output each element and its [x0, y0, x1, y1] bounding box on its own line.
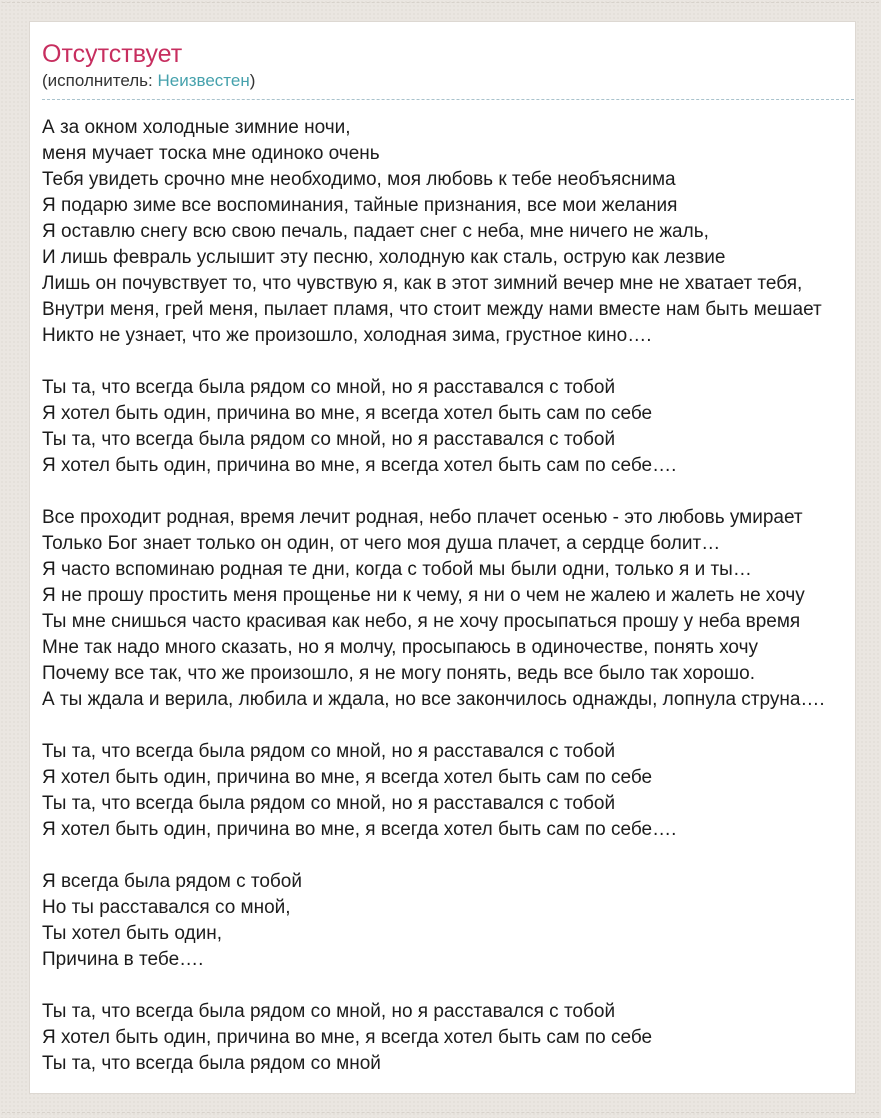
lyrics-stanza	[42, 869, 855, 973]
lyrics-line: Я оставлю снегу всю свою печаль, падает снег с неба, мне ничего не жаль,	[42, 221, 709, 242]
lyrics-line: А ты ждала и верила, любила и ждала, но все закончилось однажды, лопнула струна….	[42, 689, 825, 710]
content-card	[29, 21, 856, 1094]
artist-label-open: (исполнитель:	[42, 71, 158, 90]
lyrics-line: А за окном холодные зимние ночи,	[42, 117, 351, 138]
artist-link[interactable]: Неизвестен	[157, 71, 250, 90]
lyrics-line: Ты та, что всегда была рядом со мной, но я расставался с тобой	[42, 429, 616, 450]
lyrics-line: Я хотел быть один, причина во мне, я всегда хотел быть сам по себе….	[42, 819, 677, 840]
lyrics-line: Лишь он почувствует то, что чувствую я, как в этот зимний вечер мне не хватает тебя,	[42, 273, 803, 294]
lyrics-line: Я всегда была рядом с тобой	[42, 871, 302, 892]
lyrics-line: Я хотел быть один, причина во мне, я всегда хотел быть сам по себе	[42, 767, 653, 788]
lyrics-stanza	[42, 505, 855, 713]
lyrics-stanza	[42, 115, 855, 349]
artist-line	[42, 70, 854, 100]
lyrics-line: меня мучает тоска мне одиноко очень	[42, 143, 380, 164]
lyrics-line: Ты хотел быть один,	[42, 923, 222, 944]
lyrics-line: Ты мне снишься часто красивая как небо, я не хочу просыпаться прошу у неба время	[42, 611, 801, 632]
lyrics-line: Все проходит родная, время лечит родная, небо плачет осенью - это любовь умирает	[42, 507, 803, 528]
page-texture-border-bottom	[2, 1112, 879, 1113]
lyrics-line: Я хотел быть один, причина во мне, я всегда хотел быть сам по себе	[42, 403, 653, 424]
lyrics-line: Но ты расставался со мной,	[42, 897, 291, 918]
lyrics-line: Почему все так, что же произошло, я не могу понять, ведь все было так хорошо.	[42, 663, 756, 684]
artist-label-close: )	[249, 71, 256, 90]
lyrics-stanza	[42, 739, 855, 843]
lyrics-line: Ты та, что всегда была рядом со мной, но я расставался с тобой	[42, 1001, 616, 1022]
lyrics-line: Ты та, что всегда была рядом со мной	[42, 1053, 381, 1074]
lyrics-line: Ты та, что всегда была рядом со мной, но я расставался с тобой	[42, 741, 616, 762]
lyrics-line: Я хотел быть один, причина во мне, я всегда хотел быть сам по себе	[42, 1027, 653, 1048]
lyrics-line: Ты та, что всегда была рядом со мной, но я расставался с тобой	[42, 793, 616, 814]
lyrics-stanza	[42, 375, 855, 479]
lyrics-line: Я подарю зиме все воспоминания, тайные признания, все мои желания	[42, 195, 678, 216]
lyrics-line: Мне так надо много сказать, но я молчу, просыпаюсь в одиночестве, понять хочу	[42, 637, 758, 658]
lyrics-line: Я хотел быть один, причина во мне, я всегда хотел быть сам по себе….	[42, 455, 677, 476]
lyrics-line: Я не прошу простить меня прощенье ни к чему, я ни о чем не жалею и жалеть не хочу	[42, 585, 805, 606]
lyrics-line: Никто не узнает, что же произошло, холодная зима, грустное кино….	[42, 325, 652, 346]
lyrics-line: Внутри меня, грей меня, пылает пламя, что стоит между нами вместе нам быть мешает	[42, 299, 822, 320]
lyrics-line: Тебя увидеть срочно мне необходимо, моя любовь к тебе необъяснима	[42, 169, 676, 190]
lyrics	[42, 115, 855, 1077]
lyrics-line: Только Бог знает только он один, от чего моя душа плачет, а сердце болит…	[42, 533, 721, 554]
lyrics-line: Ты та, что всегда была рядом со мной, но я расставался с тобой	[42, 377, 616, 398]
lyrics-line: Причина в тебе….	[42, 949, 204, 970]
lyrics-stanza	[42, 999, 855, 1077]
page-texture-border-top	[2, 2, 879, 3]
song-title: Отсутствует	[42, 40, 183, 68]
lyrics-line: И лишь февраль услышит эту песню, холодную как сталь, острую как лезвие	[42, 247, 726, 268]
lyrics-line: Я часто вспоминаю родная те дни, когда с тобой мы были одни, только я и ты…	[42, 559, 752, 580]
